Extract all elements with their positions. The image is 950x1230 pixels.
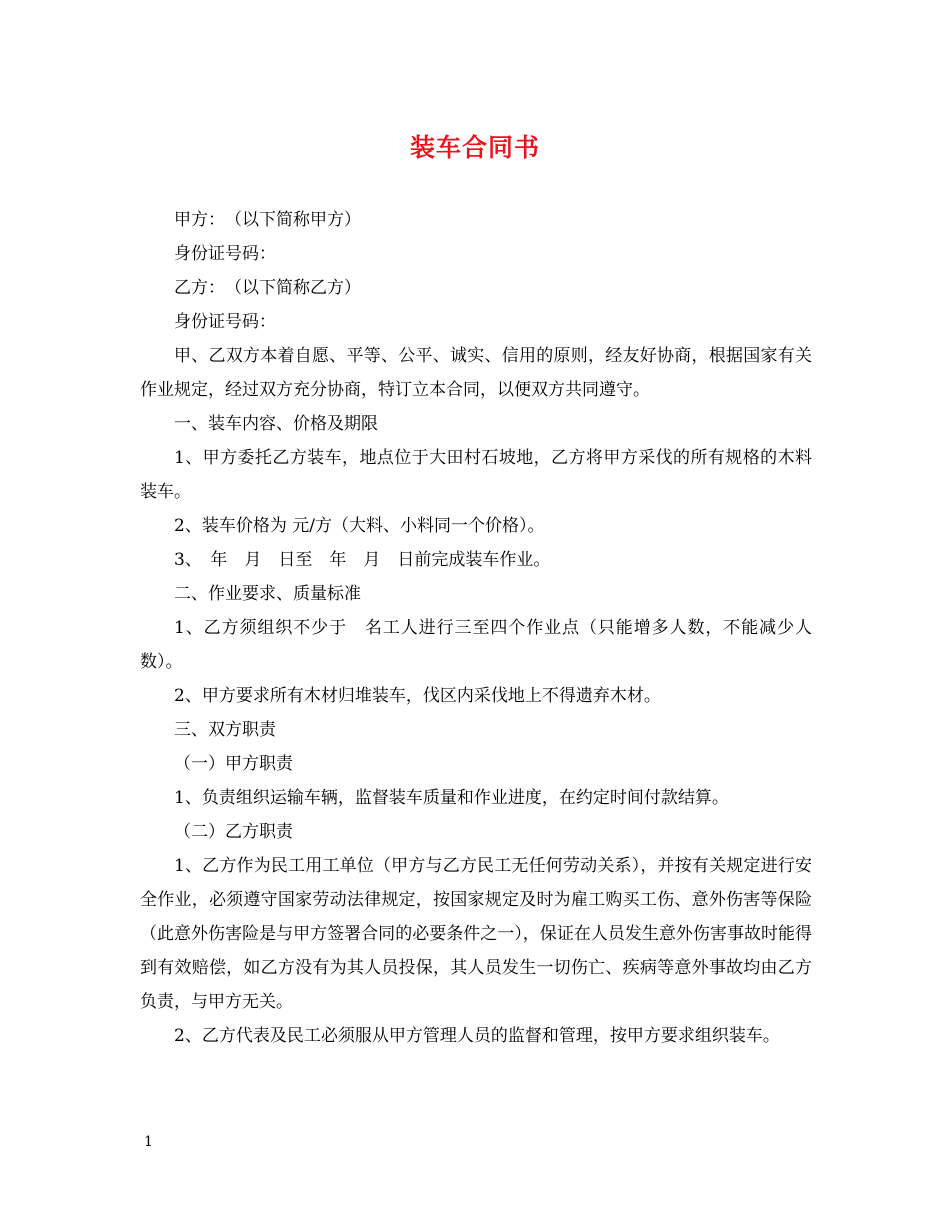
subsection-heading-party-b: （二）乙方职责 [174, 822, 293, 842]
document-body [140, 203, 812, 1053]
party-a-line: 甲方： （以下简称甲方） [174, 210, 361, 230]
party-b-line: 乙方： （以下简称乙方） [174, 278, 361, 298]
document-title: 装车合同书 [409, 133, 540, 162]
clause-3-b-2: 2、乙方代表及民工必须服从甲方管理人员的监督和管理，按甲方要求组织装车。 [174, 1026, 780, 1046]
party-b-id-line: 身份证号码： [174, 312, 276, 332]
clause-2-1: 1、乙方须组织不少于 名工人进行三至四个作业点（只能增多人数，不能减少人数）。 [140, 618, 812, 672]
party-a-id-line: 身份证号码： [174, 244, 276, 264]
clause-3-b-1: 1、乙方作为民工用工单位（甲方与乙方民工无任何劳动关系），并按有关规定进行安全作业，必须遵守国家劳动法律规定，按国家规定及时为雇工购买工伤、意外伤害等保险（此意外伤害险是与甲方签署合同的必要条件之一），保证在人员发生意外伤害事故时能得到有效赔偿，如乙方没有为其人员投保，其人员发生一切伤亡、疾病等意外事故均由乙方负责，与甲方无关。 [140, 856, 812, 1012]
clause-1-3: 3、 年 月 日至 年 月 日前完成装车作业。 [174, 550, 551, 570]
page-number: 1 [144, 1134, 153, 1150]
section-heading-1: 一、装车内容、价格及期限 [174, 414, 378, 434]
clause-1-1: 1、甲方委托乙方装车，地点位于大田村石坡地，乙方将甲方采伐的所有规格的木料装车。 [140, 448, 812, 502]
clause-1-2: 2、装车价格为 元/方（大料、小料同一个价格）。 [174, 516, 545, 536]
preamble-paragraph: 甲、乙双方本着自愿、平等、公平、诚实、信用的原则，经友好协商，根据国家有关作业规定，经过双方充分协商，特订立本合同，以便双方共同遵守。 [140, 346, 812, 400]
section-heading-2: 二、作业要求、质量标准 [174, 584, 361, 604]
clause-2-2: 2、甲方要求所有木材归堆装车，伐区内采伐地上不得遗弃木材。 [174, 686, 661, 706]
section-heading-3: 三、双方职责 [174, 720, 276, 740]
clause-3-a-1: 1、负责组织运输车辆，监督装车质量和作业进度，在约定时间付款结算。 [174, 788, 729, 808]
subsection-heading-party-a: （一）甲方职责 [174, 754, 293, 774]
